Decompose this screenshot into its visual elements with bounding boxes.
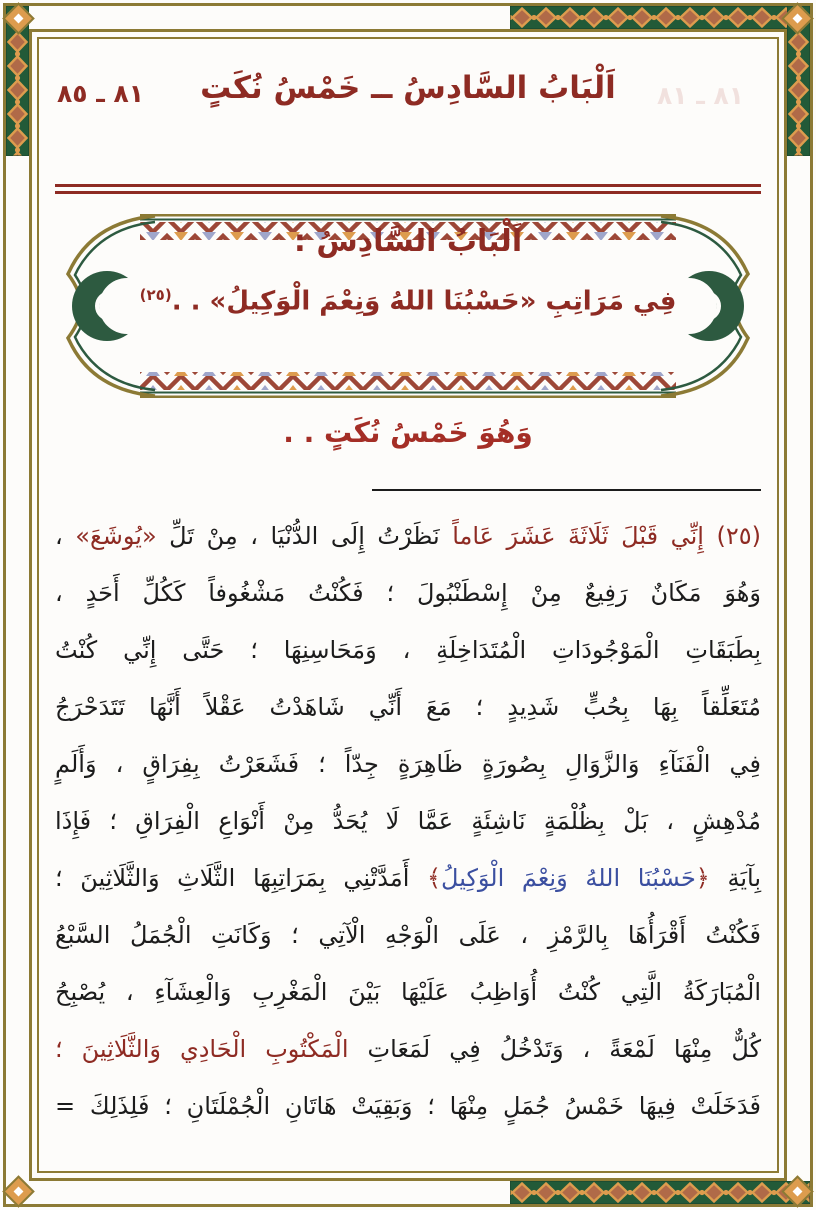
- frame-band-bottom: [510, 1181, 810, 1204]
- chapter-title: اَلْبَابُ السَّادِسُ :: [293, 224, 523, 259]
- footnote-line: كُلٌّ مِنْهَا لَمْعَةً ، وَتَدْخُلُ فِي لَمَعَاتِ الْمَكْتُوبِ الْحَادِي وَالثَّلَاثِينَ ؛: [55, 1035, 761, 1063]
- section-subtitle: وَهُوَ خَمْسُ نُكَتٍ . .: [283, 416, 533, 449]
- footnote-line: وَهُوَ مَكَانٌ رَفِيعٌ مِنْ إِسْطَنْبُولَ ؛ فَكُنْتُ مَشْغُوفاً كَكُلِّ أَحَدٍ ،: [55, 579, 761, 607]
- chapter-subtitle: [120, 286, 696, 317]
- footnote-line: مُدْهِشٍ ، بَلْ بِظُلْمَةٍ نَاشِئَةٍ عَمَّا لَا يُحَدُّ مِنْ أَنْوَاعِ الْفِرَاقِ ؛ فَإِذَا: [55, 807, 761, 835]
- footnote-line: (٢٥) إِنِّي قَبْلَ ثَلَاثَةَ عَشَرَ عَاماً نَظَرْتُ إِلَى الدُّنْيَا ، مِنْ تَلِّ «يُوشَعَ» ،: [55, 522, 762, 550]
- footnote-separator: [372, 489, 761, 491]
- frame-corner-rosette: [2, 1175, 35, 1208]
- footnote-line: بِطَبَقَاتِ الْمَوْجُودَاتِ الْمُتَدَاخِلَةِ ، وَمَحَاسِنِهَا ؛ حَتَّى إِنِّي كُنْتُ: [55, 636, 761, 664]
- footnote-line: فَدَخَلَتْ فِيهَا خَمْسُ جُمَلٍ مِنْهَا ؛ وَبَقِيَتْ هَاتَانِ الْجُمْلَتَانِ ؛ فَلِذَلِكَ =: [55, 1092, 761, 1120]
- footnote-reference: (٢٥): [139, 286, 172, 304]
- footnote-line: فَكُنْتُ أَقْرَأُهَا بِالرَّمْزِ ، عَلَى الْوَجْهِ الْآتِي ؛ وَكَانَتِ الْجُمَلُ السَّبْعُ: [55, 921, 761, 949]
- running-header-page-range: ٨١ ـ ٨٥: [57, 79, 145, 108]
- header-double-rule: [55, 184, 761, 194]
- running-header-title: اَلْبَابُ السَّادِسُ ــ خَمْسُ نُكَتٍ: [200, 70, 616, 106]
- frame-band-top: [510, 6, 810, 29]
- footnote-line: بِآيَةِ ﴿حَسْبُنَا اللهُ وَنِعْمَ الْوَكِيلُ﴾ أَمَدَّتْنِي بِمَرَاتِبِهَا الثَّلَاثِ وَالثَّلَاثِينَ ؛: [55, 864, 761, 892]
- footnote-text-block: [55, 508, 761, 1135]
- footnote-line: فِي الْفَنَآءِ وَالزَّوَالِ بِصُورَةٍ ظَاهِرَةٍ جِدّاً ؛ فَشَعَرْتُ بِفِرَاقٍ ، وَأَلَمٍ: [55, 750, 761, 778]
- chapter-subtitle-text: فِي مَرَاتِبِ «حَسْبُنَا اللهُ وَنِعْمَ الْوَكِيلُ» . .: [171, 286, 677, 317]
- footnote-line: مُتَعَلِّقاً بِهَا بِحُبٍّ شَدِيدٍ ؛ مَعَ أَنِّي شَاهَدْتُ عَقْلاً أَنَّهَا تَتَدَحْرَجُ: [55, 693, 761, 721]
- footnote-line: الْمُبَارَكَةُ الَّتِي كُنْتُ أُوَاظِبُ عَلَيْهَا بَيْنَ الْمَغْرِبِ وَالْعِشَآءِ ، يُصْبِحُ: [55, 978, 761, 1006]
- running-header-ghost-page-range: ٨١ ـ ٨١: [656, 81, 744, 110]
